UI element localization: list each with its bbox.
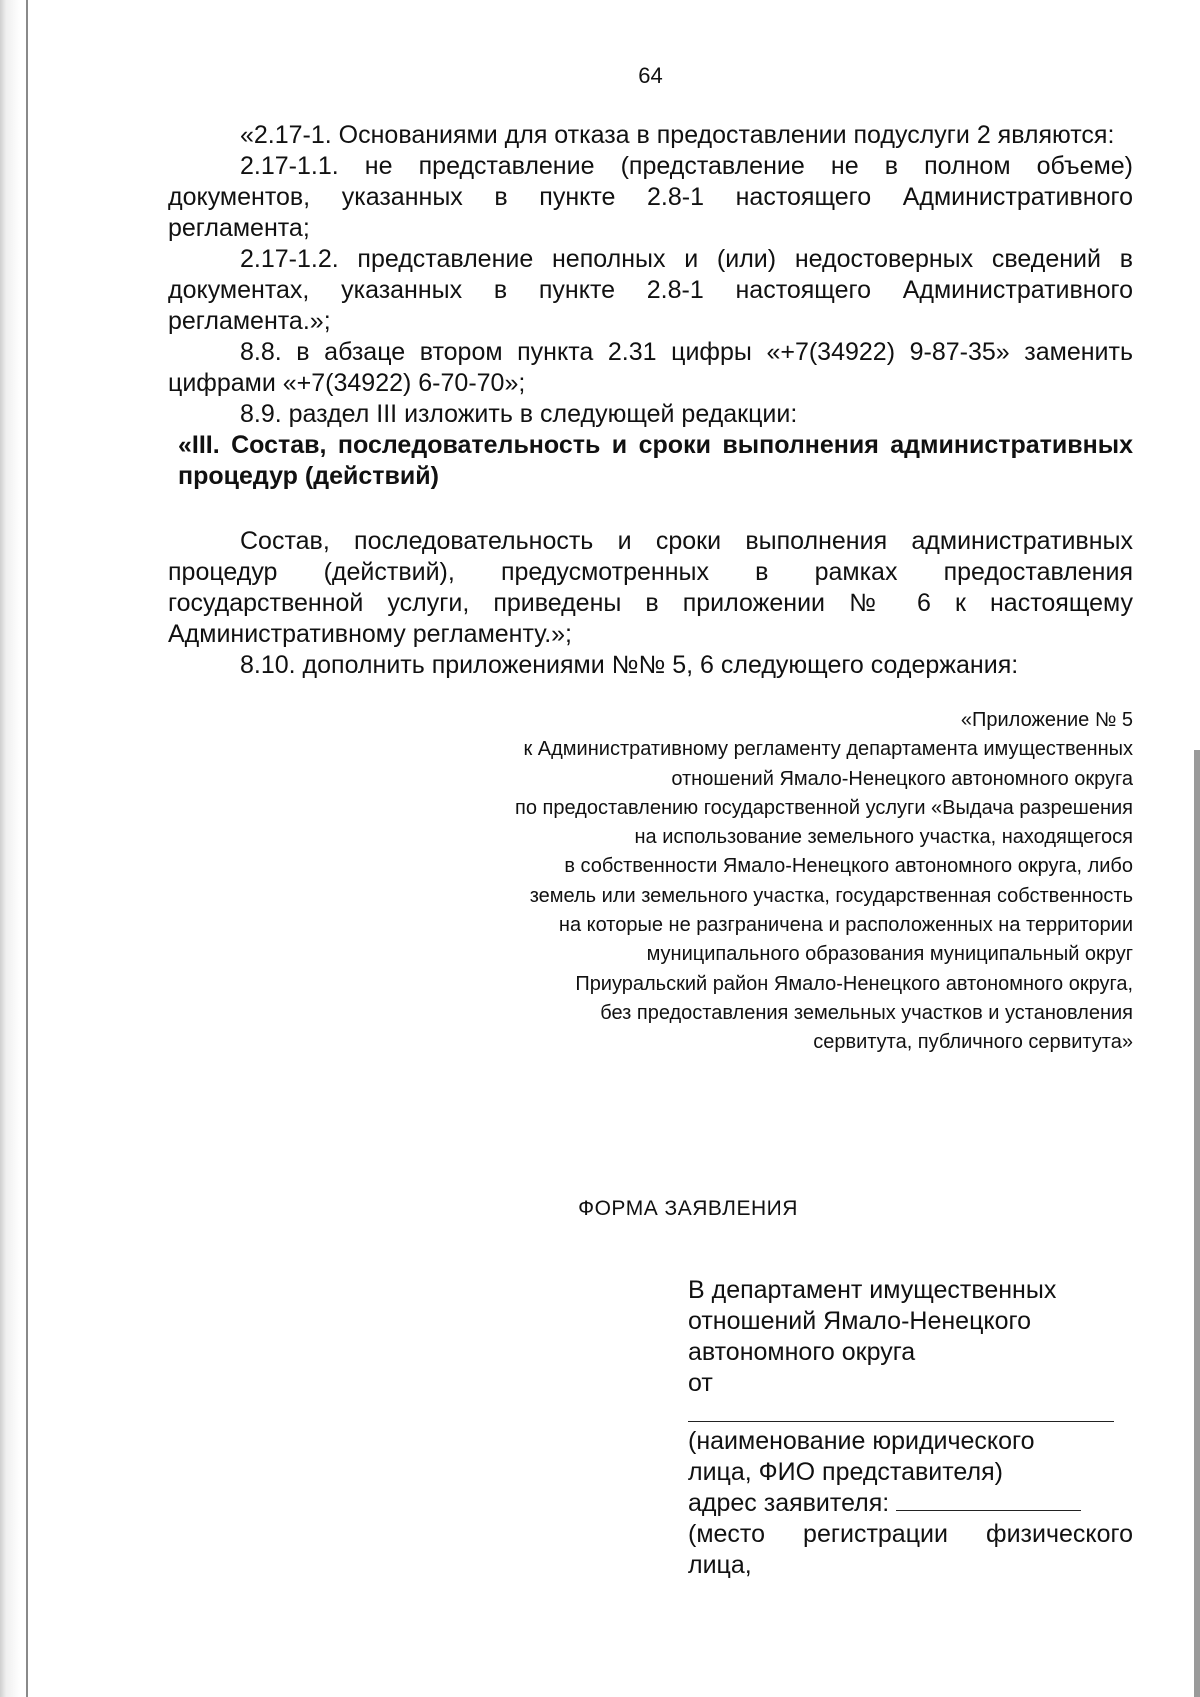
paragraph-8-8: 8.8. в абзаце втором пункта 2.31 цифры «+7(34922) 9-87-35» заменить цифрами «+7(34922) 6-70-70»; xyxy=(168,338,1133,397)
page-number: 64 xyxy=(638,63,663,88)
paragraph-2-17-1-2: 2.17-1.2. представление неполных и (или) недостоверных сведений в документах, указанных в пункте 2.8-1 настоящего Административного регламента.»; xyxy=(168,245,1133,335)
paragraph-section-3: Состав, последовательность и сроки выполнения административных процедур (действий), предусмотренных в рамках предоставления государственной услуги, приведены в приложении № 6 к настоящему Административному регламенту.»; xyxy=(168,527,1133,648)
address-hint: (место регистрации физического xyxy=(688,1520,1133,1548)
applicant-name-hint: (наименование юридического xyxy=(688,1427,1035,1455)
appendix-line: отношений Ямало-Ненецкого автономного округа xyxy=(671,767,1133,790)
address-row xyxy=(688,1488,1133,1519)
form-title: ФОРМА ЗАЯВЛЕНИЯ xyxy=(578,1197,798,1220)
addressee-line: В департамент имущественных xyxy=(688,1276,1057,1304)
address-hint: лица, xyxy=(688,1551,752,1579)
addressee-block xyxy=(688,1275,1133,1581)
addressee-line: отношений Ямало-Ненецкого xyxy=(688,1307,1031,1335)
document-page xyxy=(168,0,1133,1697)
section-heading: «III. Состав, последовательность и сроки выполнения административных процедур (действий) xyxy=(178,431,1133,490)
appendix-line: в собственности Ямало-Ненецкого автономного округа, либо xyxy=(564,855,1133,878)
address-label: адрес заявителя: xyxy=(688,1489,890,1517)
paragraph-2-17-1: «2.17-1. Основаниями для отказа в предоставлении подуслуги 2 являются: xyxy=(240,121,1115,149)
appendix-line: по предоставлению государственной услуги «Выдача разрешения xyxy=(515,796,1133,819)
appendix-line: «Приложение № 5 xyxy=(960,709,1133,731)
appendix-line: без предоставления земельных участков и установления xyxy=(600,1001,1133,1024)
address-line xyxy=(896,1488,1081,1511)
document-body xyxy=(168,120,1133,681)
appendix-line: Приуральский район Ямало-Ненецкого автономного округа, xyxy=(575,972,1133,995)
paragraph-2-17-1-1: 2.17-1.1. не представление (представление не в полном объеме) документов, указанных в пункте 2.8-1 настоящего Административного регламента; xyxy=(168,152,1133,242)
applicant-name-line xyxy=(688,1399,1114,1422)
appendix-line: муниципального образования муниципальный округ xyxy=(646,943,1133,966)
paragraph-8-9: 8.9. раздел III изложить в следующей редакции: xyxy=(240,400,798,428)
appendix-line: на использование земельного участка, находящегося xyxy=(634,826,1133,849)
appendix-header xyxy=(373,706,1133,1058)
applicant-name-hint: лица, ФИО представителя) xyxy=(688,1458,1003,1486)
appendix-line: к Административному регламенту департамента имущественных xyxy=(523,738,1133,761)
paragraph-8-10: 8.10. дополнить приложениями №№ 5, 6 следующего содержания: xyxy=(240,651,1019,679)
appendix-line: на которые не разграничена и расположенных на территории xyxy=(558,914,1133,937)
appendix-line: земель или земельного участка, государственная собственность xyxy=(529,884,1133,907)
appendix-line: сервитута, публичного сервитута» xyxy=(813,1031,1133,1054)
scan-left-edge xyxy=(0,0,28,1697)
addressee-line: автономного округа xyxy=(688,1338,916,1366)
from-label: от xyxy=(688,1369,713,1397)
